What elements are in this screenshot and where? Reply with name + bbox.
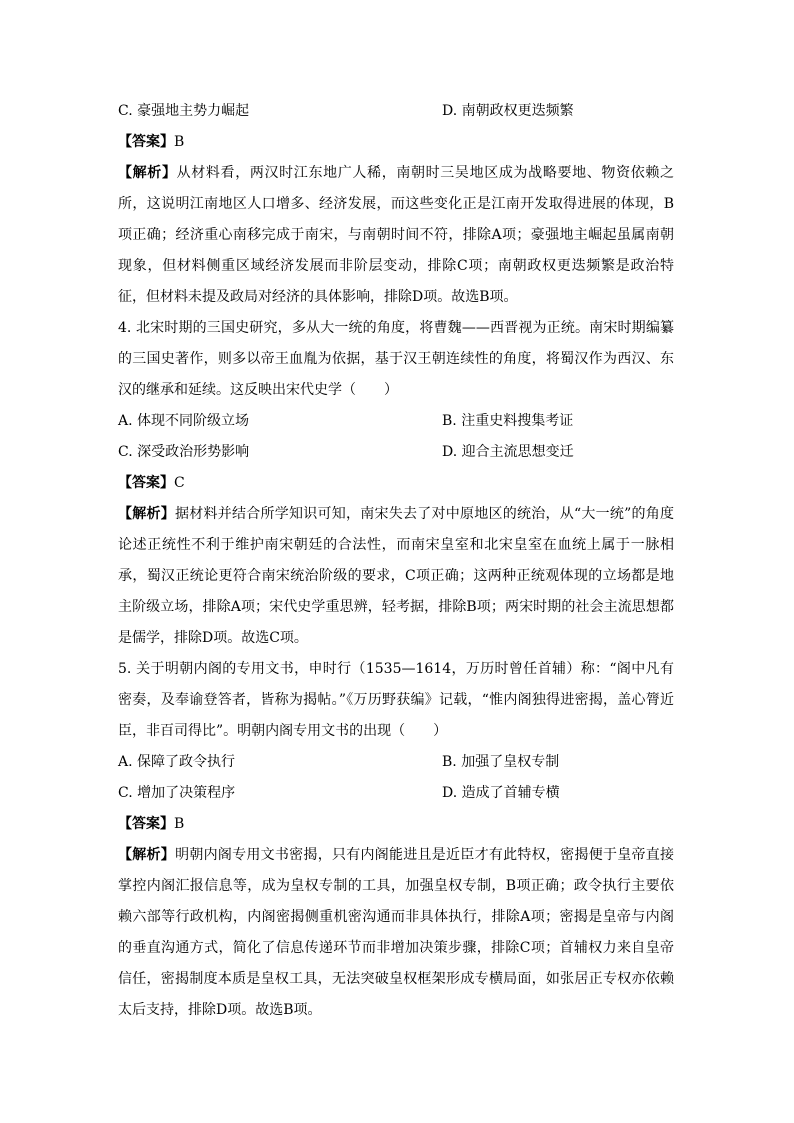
q3-option-d: D. 南朝政权更迭频繁	[442, 103, 574, 119]
q5-answer-value: B	[174, 816, 185, 832]
q3-answer-tag: 【答案】	[118, 134, 174, 150]
q5-answer	[118, 809, 674, 840]
q4-analysis-text: 据材料并结合所学知识可知，南宋失去了对中原地区的统治，从“大一统”的角度论述正统性不利于维护南宋朝廷的合法性，而南宋皇室和北宋皇室在血统上属于一脉相承，蜀汉正统论更符合南宋统治阶级的要求，C项正确；这两种正统观体现的立场都是地主阶级立场，排除A项；宋代史学重思辨，轻考据，排除B项；两宋时期的社会主流思想都是儒学，排除D项。故选C项。	[118, 506, 675, 646]
q3-analysis	[118, 158, 674, 313]
q4-answer-tag: 【答案】	[118, 475, 174, 491]
q5-option-b: B. 加强了皇权专制	[442, 754, 560, 770]
q4-answer	[118, 468, 674, 499]
q4-options-row-cd	[118, 437, 674, 468]
q4-option-c: C. 深受政治形势影响	[118, 444, 250, 460]
q5-analysis-text: 明朝内阁专用文书密揭，只有内阁能进且是近臣才有此特权，密揭便于皇帝直接掌控内阁汇报信息等，成为皇权专制的工具，加强皇权专制，B项正确；政令执行主要依赖六部等行政机构，内阁密揭侧重机密沟通而非具体执行，排除A项；密揭是皇帝与内阁的垂直沟通方式，简化了信息传递环节而非增加决策步骤，排除C项；首辅权力来自皇帝信任，密揭制度本质是皇权工具，无法突破皇权框架形成专横局面，如张居正专权亦依赖太后支持，排除D项。故选B项。	[118, 847, 675, 1018]
q4-stem: 4. 北宋时期的三国史研究，多从大一统的角度，将曹魏——西晋视为正统。南宋时期编纂的三国史著作，则多以帝王血胤为依据，基于汉王朝连续性的角度，将蜀汉作为西汉、东汉的继承和延续。这反映出宋代史学（ ）	[118, 320, 674, 398]
q4-option-b: B. 注重史料搜集考证	[442, 413, 574, 429]
q5-analysis-tag: 【解析】	[118, 847, 176, 863]
q5-option-a: A. 保障了政令执行	[118, 754, 236, 770]
q4-analysis	[118, 499, 674, 654]
q3-option-c: C. 豪强地主势力崛起	[118, 103, 250, 119]
q4-answer-value: C	[174, 475, 185, 491]
q3-analysis-tag: 【解析】	[118, 165, 177, 181]
q5-option-c: C. 增加了决策程序	[118, 785, 236, 801]
q3-options-row-cd	[118, 96, 674, 127]
q5-options-row-cd	[118, 778, 674, 809]
q5-stem: 5. 关于明朝内阁的专用文书，申时行（1535—1614，万历时曾任首辅）称：“阁中凡有密奏，及奉谕登答者，皆称为揭帖。”《万历野获编》记载，“惟内阁独得进密揭，盖心膂近臣，非百司得比”。明朝内阁专用文书的出现（ ）	[118, 661, 674, 739]
q5-options-row-ab	[118, 747, 674, 778]
q3-analysis-text: 从材料看，两汉时江东地广人稀，南朝时三吴地区成为战略要地、物资依赖之所，这说明江南地区人口增多、经济发展，而这些变化正是江南开发取得进展的体现，B项正确；经济重心南移完成于南宋，与南朝时间不符，排除A项；豪强地主崛起虽属南朝现象，但材料侧重区域经济发展而非阶层变动，排除C项；南朝政权更迭频繁是政治特征，但材料未提及政局对经济的具体影响，排除D项。故选B项。	[118, 165, 675, 305]
q3-answer-value: B	[174, 134, 185, 150]
q4-options-row-ab	[118, 406, 674, 437]
document-page	[118, 96, 674, 1026]
q4-option-d: D. 迎合主流思想变迁	[442, 444, 574, 460]
q4-analysis-tag: 【解析】	[118, 506, 175, 522]
q5-answer-tag: 【答案】	[118, 816, 174, 832]
q4-option-a: A. 体现不同阶级立场	[118, 413, 250, 429]
q3-answer	[118, 127, 674, 158]
q5-analysis	[118, 840, 674, 1026]
q5-option-d: D. 造成了首辅专横	[442, 785, 560, 801]
